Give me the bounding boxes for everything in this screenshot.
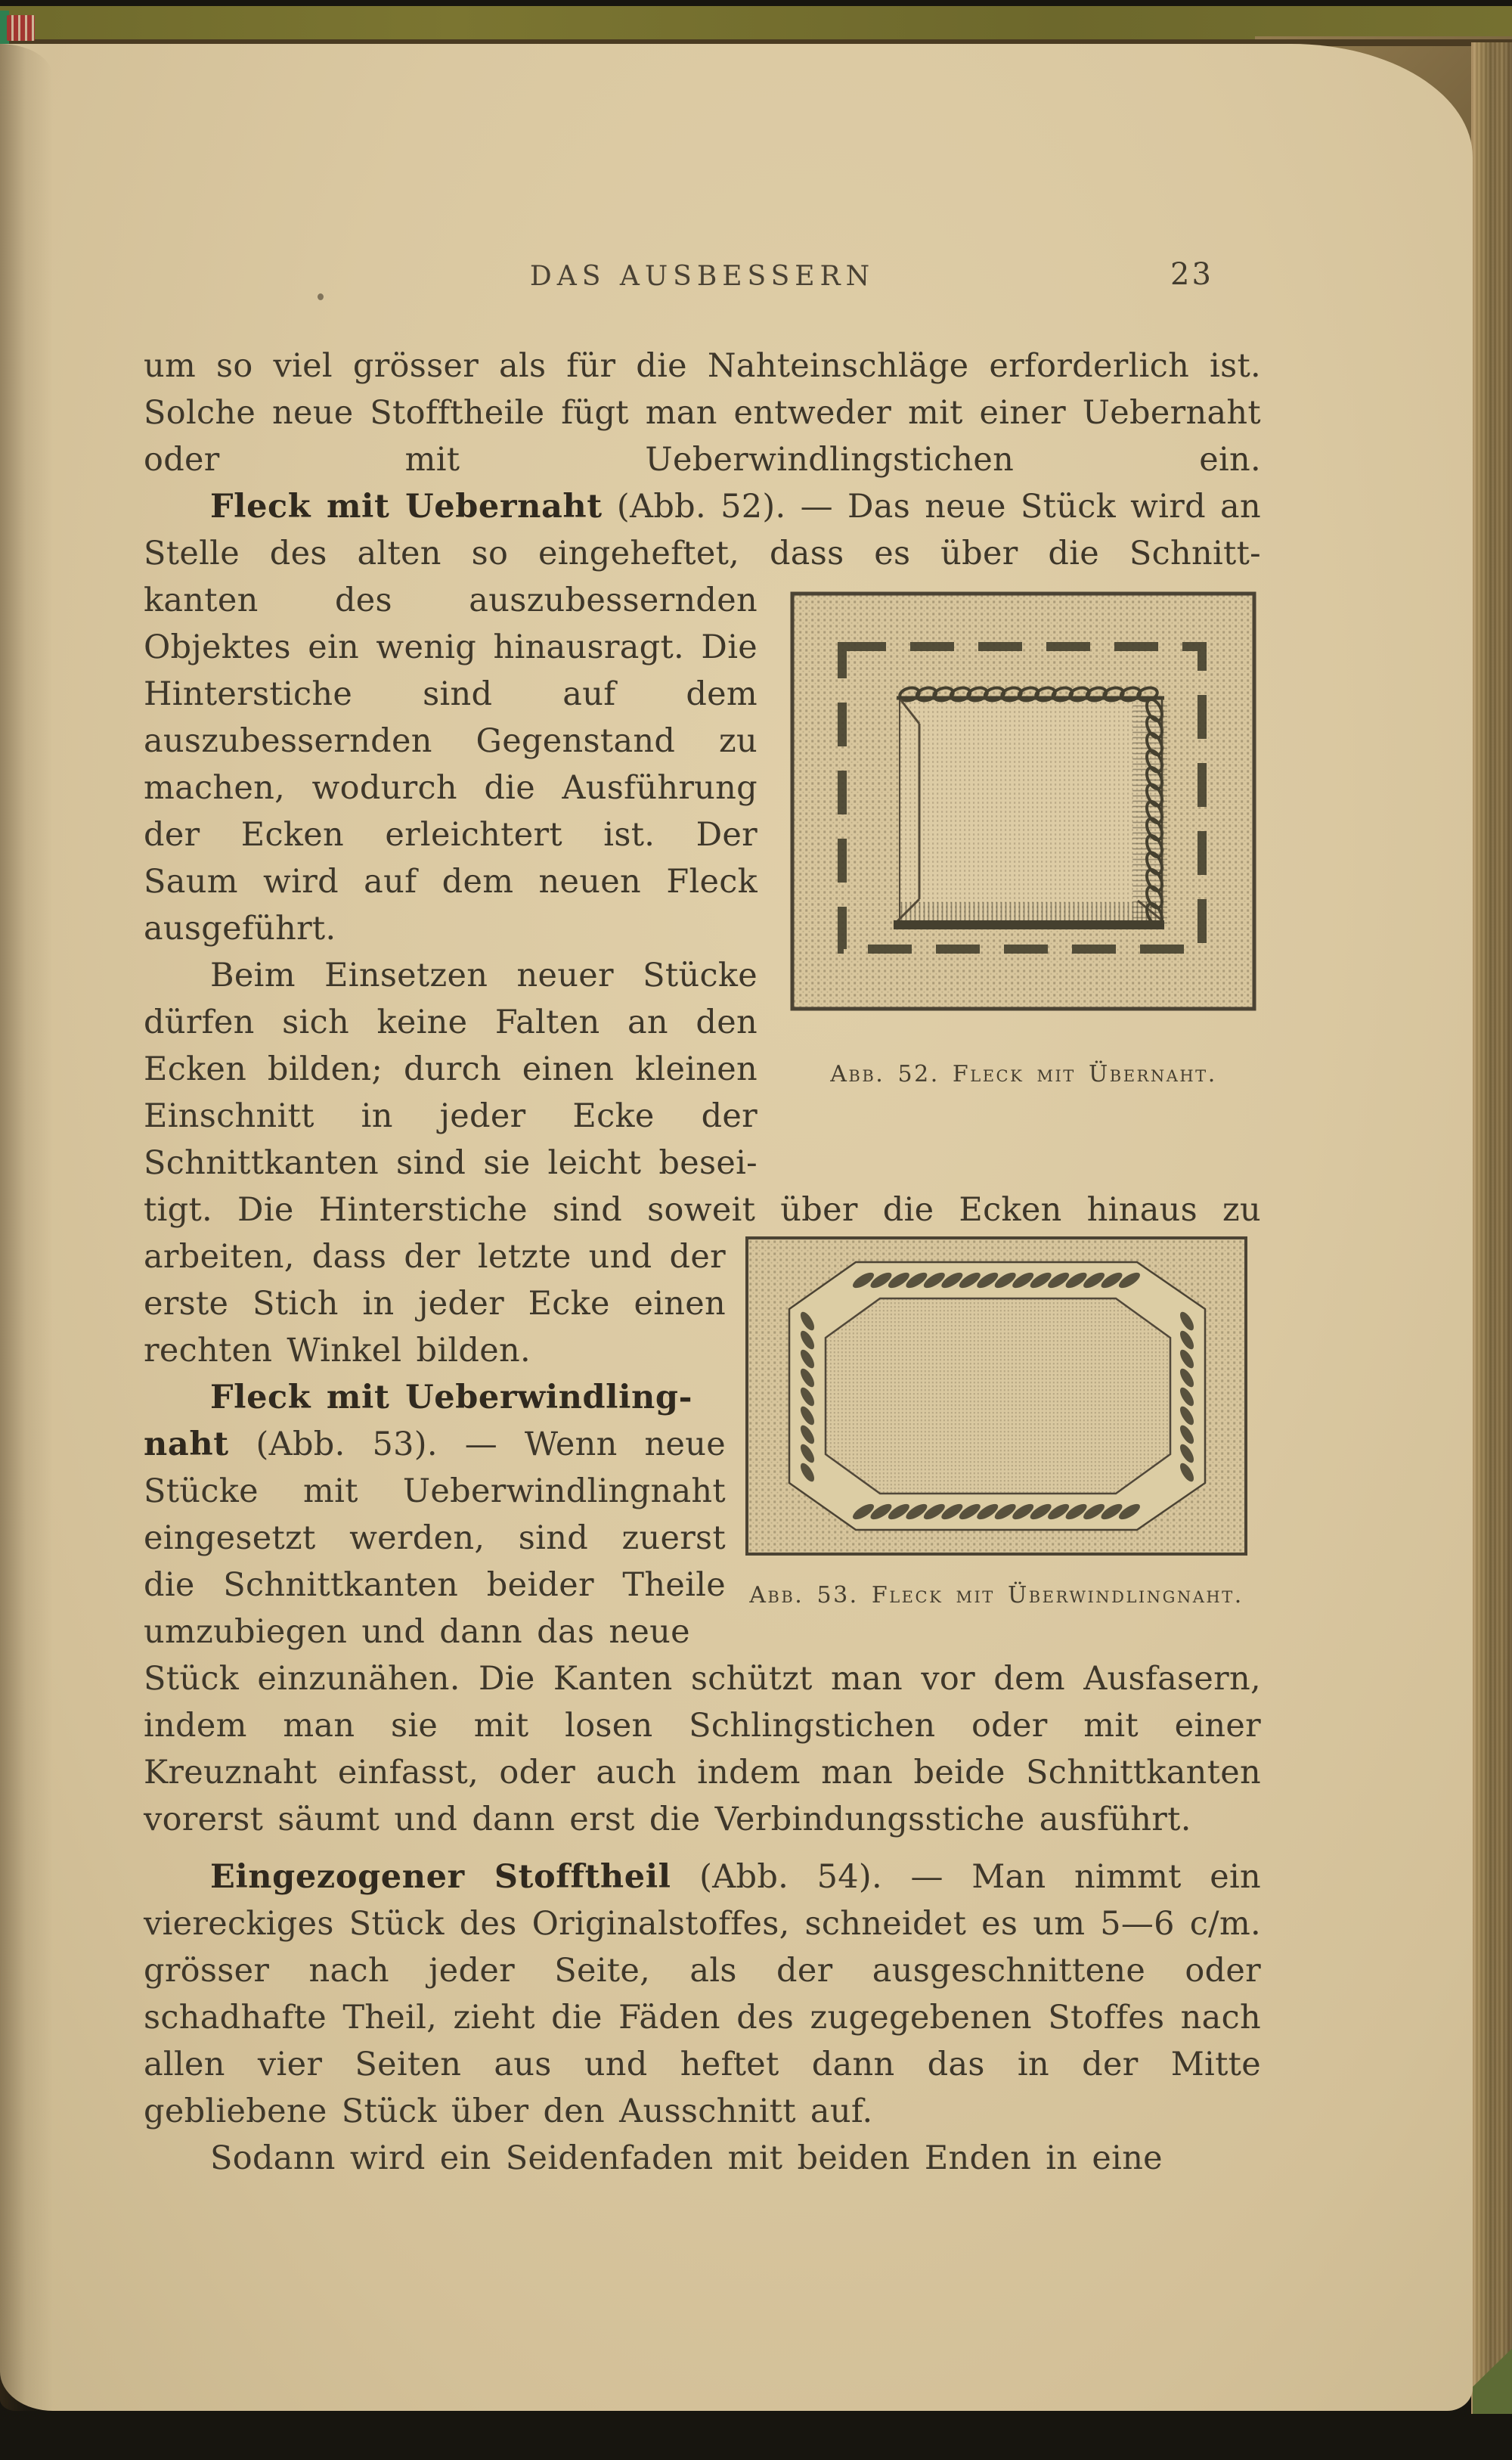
heading-eingezogener-stofftheil: Eingezogener Stofftheil — [210, 1858, 671, 1896]
paragraph: kanten des auszubessernden Objektes ein wenig hinausragt. Die Hinterstiche sind auf dem auszubessernden Gegenstand zu machen, wodurch die Ausführung der Ecken erleichtert ist. Der Saum wird auf dem neuen Fleck ausgeführt. — [144, 582, 758, 948]
figure-52-caption: Abb. 52. Fleck mit Übernaht. — [830, 1061, 1217, 1087]
figure-52 — [786, 588, 1261, 1098]
heading-fleck-mit-ueberwindlingnaht: Fleck mit Ueberwindling- naht — [144, 1379, 693, 1463]
book-page — [0, 44, 1473, 2411]
paragraph: Eingezogener Stofftheil (Abb. 54). — Man nimmt ein viereckiges Stück des Originalstoffes, schneidet es um 5—6 c/m. grösser nach jeder Seite, als der ausgeschnittene oder schadhafte Theil, zieht die Fäden des zugegebenen Stoffes nach allen vier Seiten aus und heftet dann das in der Mitte gebliebene Stück über den Ausschnitt auf. — [144, 1858, 1261, 2130]
paragraph: um so viel grösser als für die Nahteinschläge erforderlich ist. Solche neue Stofftheile fügt man entweder mit einer Uebernaht oder mit Ueberwindlingstichen ein. — [144, 347, 1261, 479]
paragraph: Sodann wird ein Seidenfaden mit beiden Enden in eine — [210, 2139, 1163, 2177]
ink-speck — [318, 293, 324, 300]
figure-53 — [732, 1233, 1261, 1619]
page-number: 23 — [1170, 257, 1213, 292]
patch-uebernaht-illustration — [786, 588, 1261, 1019]
bookmark-ribbon-red — [7, 15, 35, 41]
patch-ueberwindlingnaht-illustration — [742, 1233, 1250, 1559]
paragraph: tigt. Die Hinterstiche sind soweit über die Ecken hinaus zu — [144, 1191, 1261, 1229]
heading-fleck-mit-uebernaht: Fleck mit Uebernaht — [210, 488, 603, 526]
paragraph: Stück einzunähen. Die Kanten schützt man vor dem Ausfasern, indem man sie mit losen Schlingstichen oder mit einer Kreuznaht einfasst, oder auch indem man beide Schnittkanten vorerst säumt und dann erst die Verbindungsstiche ausführt. — [144, 1660, 1261, 1838]
page-fore-edge — [1471, 42, 1512, 2414]
narrow-text-column — [144, 1233, 726, 1655]
text-figure-row — [144, 577, 1261, 1187]
paragraph: arbeiten, dass der letzte und der erste Stich in jeder Ecke einen rechten Winkel bilden. — [144, 1238, 726, 1370]
narrow-text-column — [144, 577, 758, 1187]
text-figure-row — [144, 1233, 1261, 1655]
page-text-block — [144, 343, 1261, 2182]
paragraph: Fleck mit Ueberwindling- naht (Abb. 53). — Wenn neue Stücke mit Ueberwindlingnaht eingesetzt werden, sind zuerst die Schnittkanten beider Theile umzubiegen und dann das neue — [144, 1379, 726, 1651]
paragraph: Fleck mit Uebernaht (Abb. 52). — Das neue Stück wird an Stelle des alten so eingeheftet, dass es über die Schnitt- — [144, 488, 1261, 572]
figure-53-caption: Abb. 53. Fleck mit Überwindlingnaht. — [749, 1582, 1244, 1608]
paragraph: Beim Einsetzen neuer Stücke dürfen sich keine Falten an den Ecken bilden; durch einen kleinen Einschnitt in jeder Ecke der Schnittkanten sind sie leicht besei- — [144, 957, 758, 1182]
running-title: DAS AUSBESSERN — [529, 261, 875, 292]
